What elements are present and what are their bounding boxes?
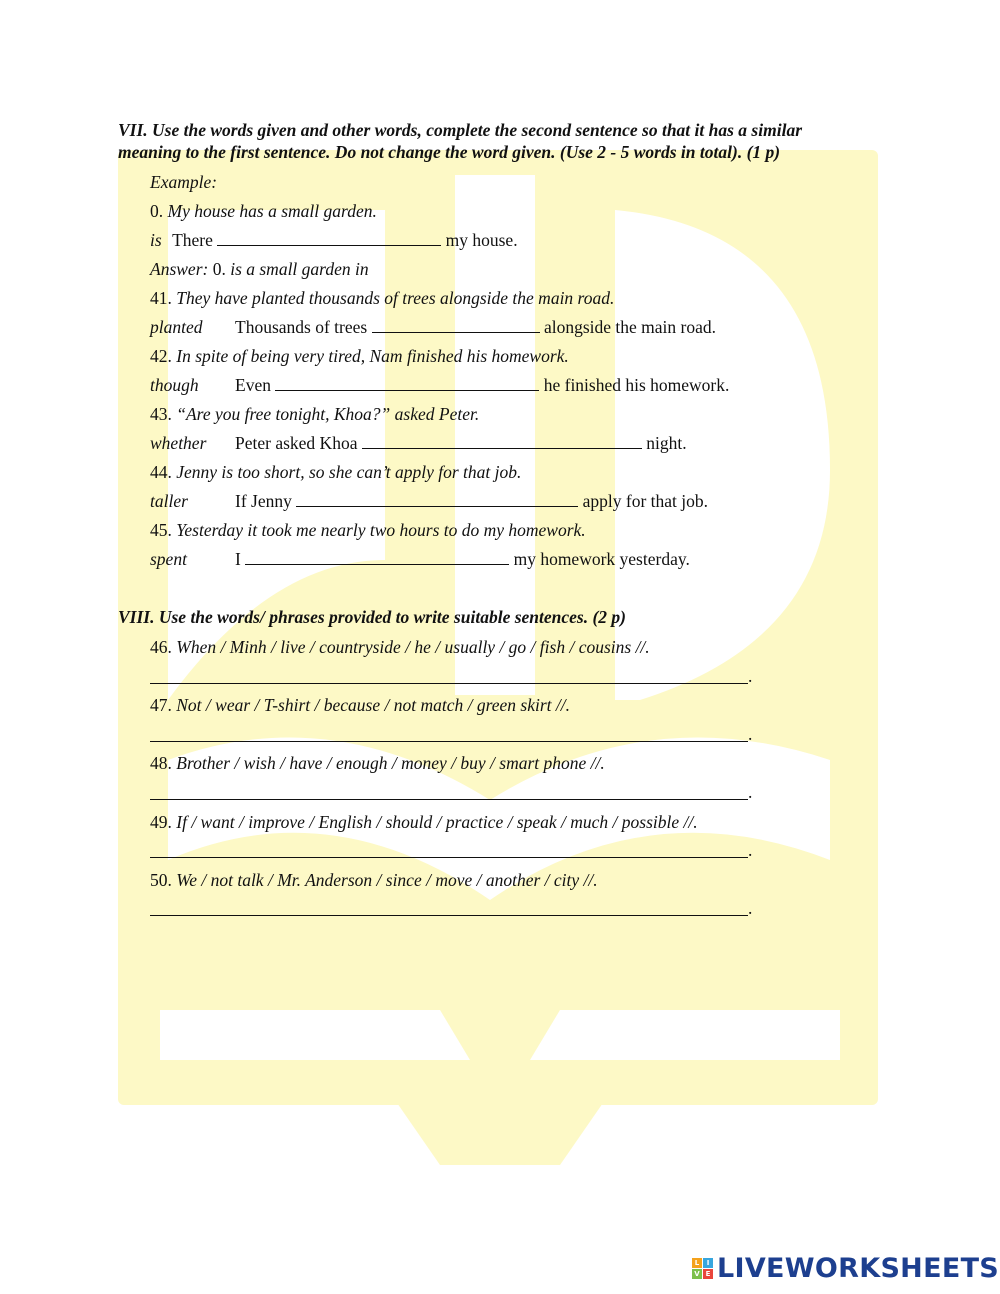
example-after: my house. [445,230,518,250]
example-text: My house has a small garden. [167,201,377,221]
question-43-before: Peter asked Khoa [235,433,358,453]
question-44-keyword: taller [150,491,188,511]
question-44-text: Jenny is too short, so she can’t apply for that job. [176,462,522,482]
logo-tile-e: E [703,1269,713,1279]
example-answer-text: is a small garden in [230,259,369,279]
question-43-number: 43. [150,404,172,424]
question-42-before: Even [235,375,271,395]
question-43-sentence [150,404,479,424]
question-45-after: my homework yesterday. [513,549,690,569]
question-41-text: They have planted thousands of trees alongside the main road. [176,288,615,308]
liveworksheets-logo[interactable] [692,1252,999,1284]
question-45-rewrite [235,549,690,569]
question-42-after: he finished his homework. [543,375,730,395]
question-44-sentence [150,462,521,482]
question-42-rewrite [235,375,729,395]
example-rewrite [150,230,518,250]
question-41-before: Thousands of trees [235,317,368,337]
example-number: 0. [150,201,164,221]
question-45-text: Yesterday it took me nearly two hours to do my homework. [176,520,586,540]
question-44-blank[interactable] [296,492,578,507]
question-45-keyword: spent [150,549,187,569]
question-41-after: alongside the main road. [543,317,716,337]
question-43-blank[interactable] [362,434,642,449]
question-47-answer-line[interactable] [150,727,748,742]
question-41-sentence [150,288,614,308]
question-46-text: When / Minh / live / countryside / he / usually / go / fish / cousins //. [176,637,650,657]
section-8-title: VIII. Use the words/ phrases provided to write suitable sentences. (2 p) [118,607,627,627]
question-50-answer-line[interactable] [150,901,748,916]
example-label: Example: [150,172,218,192]
question-48-line-end: . [748,782,753,802]
question-45-blank[interactable] [245,550,509,565]
question-50-text: We / not talk / Mr. Anderson / since / move / another / city //. [176,870,598,890]
logo-tile-v: V [692,1269,702,1279]
question-43-keyword: whether [150,433,207,453]
question-44-number: 44. [150,462,172,482]
question-42-number: 42. [150,346,172,366]
example-answer-label: Answer: [150,259,209,279]
question-49-text: If / want / improve / English / should / practice / speak / much / possible //. [176,812,698,832]
question-41-keyword: planted [150,317,203,337]
question-48-answer-line[interactable] [150,785,748,800]
question-44-after: apply for that job. [582,491,708,511]
question-48-text: Brother / wish / have / enough / money / buy / smart phone //. [176,753,605,773]
question-48-number: 48. [150,753,172,773]
question-45-number: 45. [150,520,172,540]
question-45-sentence [150,520,586,540]
section-7-title-line-2: meaning to the first sentence. Do not change the word given. (Use 2 - 5 words in total). (1 p) [118,142,781,162]
question-47-text: Not / wear / T-shirt / because / not match / green skirt //. [176,695,570,715]
section-7-title-line-1: VII. Use the words given and other words, complete the second sentence so that it has a similar [118,120,803,140]
logo-tile-i: I [703,1258,713,1268]
logo-tile-l: L [692,1258,702,1268]
question-41-rewrite [235,317,716,337]
question-50-number: 50. [150,870,172,890]
example-answer-number: 0. [212,259,226,279]
question-47-line-end: . [748,724,753,744]
logo-text: LIVEWORKSHEETS [717,1252,1000,1284]
question-46-prompt [150,637,650,657]
question-47-prompt [150,695,570,715]
question-42-blank[interactable] [275,376,539,391]
question-42-sentence [150,346,569,366]
question-46-number: 46. [150,637,172,657]
question-48-prompt [150,753,605,773]
question-50-line-end: . [748,898,753,918]
question-41-number: 41. [150,288,172,308]
question-43-text: “Are you free tonight, Khoa?” asked Peter. [176,404,480,424]
example-keyword: is [150,230,162,250]
question-44-rewrite [235,491,708,511]
question-44-before: If Jenny [235,491,292,511]
example-sentence [150,201,377,221]
question-50-prompt [150,870,598,890]
question-47-number: 47. [150,695,172,715]
question-46-line-end: . [748,666,753,686]
question-49-number: 49. [150,812,172,832]
question-45-before: I [235,549,241,569]
example-answer [150,259,369,279]
question-42-text: In spite of being very tired, Nam finished his homework. [176,346,569,366]
question-46-answer-line[interactable] [150,669,748,684]
question-41-blank[interactable] [372,318,540,333]
question-42-keyword: though [150,375,199,395]
question-49-answer-line[interactable] [150,843,748,858]
example-before: There [172,230,213,250]
example-blank [217,231,441,246]
logo-tiles-icon [692,1258,713,1279]
question-43-after: night. [646,433,687,453]
question-43-rewrite [235,433,687,453]
question-49-line-end: . [748,840,753,860]
question-49-prompt [150,812,698,832]
